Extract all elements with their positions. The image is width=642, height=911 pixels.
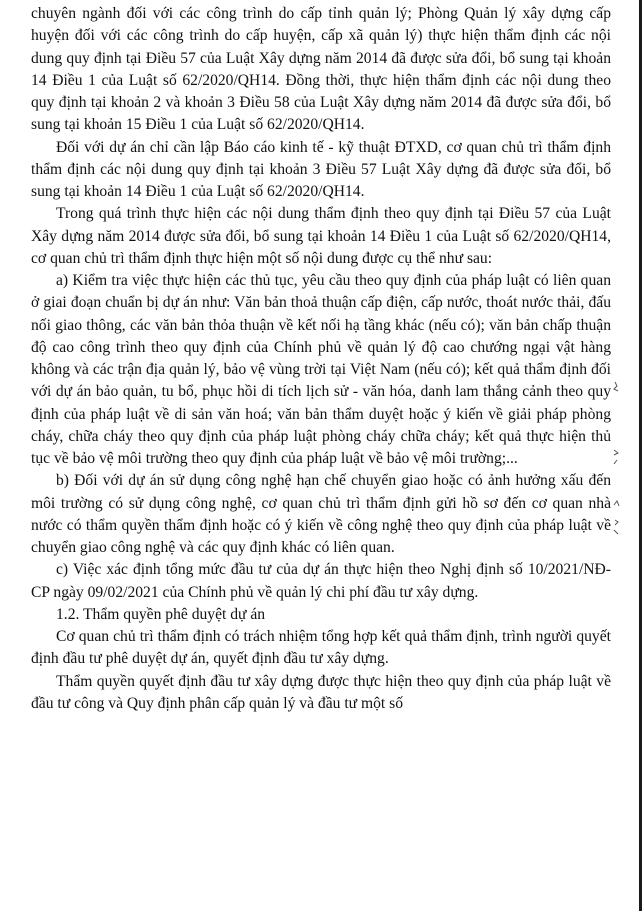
body-paragraph-5: Thẩm quyền quyết định đầu tư xây dựng được thực hiện theo quy định của pháp luật về đầu tư công và Quy định phân cấp quản lý và đầu tư một số — [31, 672, 611, 712]
body-paragraph-2: Đối với dự án chỉ cần lập Báo cáo kinh tế - kỹ thuật ĐTXD, cơ quan chủ trì thẩm định thẩm định các nội dung quy định tại khoản 3 Điều 57 Luật Xây dựng đã được sửa đổi, bổ sung tại khoản 14 Điều 1 của Luật số 62/2020/QH14. — [31, 138, 611, 200]
body-paragraph-4: Cơ quan chủ trì thẩm định có trách nhiệm tổng hợp kết quả thẩm định, trình người quyết định đầu tư phê duyệt dự án, quyết định đầu tư xây dựng. — [31, 628, 611, 668]
body-paragraph-1: chuyên ngành đối với các công trình do cấp tỉnh quản lý; Phòng Quản lý xây dựng cấp huyện đối với các công trình do cấp huyện, cấp xã quản lý) thực hiện thẩm định các nội dung quy định tại Điều 57 của Luật Xây dựng năm 2014 đã được sửa đổi, bổ sung tại khoản 14 Điều 1 của Luật số 62/2020/QH14. Đồng thời, thực hiện thẩm định các nội dung theo quy định tại khoản 2 và khoản 3 Điều 58 của Luật Xây dựng năm 2014 đã được sửa đổi, bổ sung tại khoản 15 Điều 1 của Luật số 62/2020/QH14. — [31, 5, 611, 134]
list-item-c: c) Việc xác định tổng mức đầu tư của dự án thực hiện theo Nghị định số 10/2021/NĐ-CP ngày 09/02/2021 của Chính phủ về quản lý chi phí đầu tư xây dựng. — [31, 561, 611, 601]
section-heading: 1.2. Thẩm quyền phê duyệt dự án — [56, 605, 266, 623]
body-paragraph-3: Trong quá trình thực hiện các nội dung thẩm định theo quy định tại Điều 57 của Luật Xây dựng năm 2014 được sửa đổi, bổ sung tại khoản 14 Điều 1 của Luật số 62/2020/QH14, cơ quan chủ trì thẩm định thực hiện một số nội dung được cụ thể như sau: — [31, 205, 611, 267]
margin-annotation-mark — [609, 380, 623, 540]
list-item-b: b) Đối với dự án sử dụng công nghệ hạn chế chuyển giao hoặc có ảnh hưởng xấu đến môi trường có sử dụng công nghệ, cơ quan chủ trì thẩm định gửi hồ sơ đến cơ quan nhà nước có thẩm quyền thẩm định hoặc có ý kiến về công nghệ theo quy định của pháp luật về chuyển giao công nghệ và các quy định khác có liên quan. — [31, 472, 611, 556]
list-item-a: a) Kiểm tra việc thực hiện các thủ tục, yêu cầu theo quy định của pháp luật có liên quan ở giai đoạn chuẩn bị dự án như: Văn bản thoả thuận cấp điện, cấp nước, thoát nước thải, đấu nối giao thông, các văn bản thỏa thuận về kết nối hạ tầng khác (nếu có); văn bản chấp thuận độ cao công trình theo quy định của Chính phủ về quản lý độ cao chướng ngại vật hàng không và các trận địa quản lý, bảo vệ vùng trời tại Việt Nam (nếu có); kết quả thẩm định đối với dự án bảo quản, tu bổ, phục hồi di tích lịch sử - văn hóa, danh lam thắng cảnh theo quy định của pháp luật về di sản văn hoá; văn bản thẩm duyệt hoặc ý kiến về giải pháp phòng cháy, chữa cháy theo quy định của pháp luật phòng cháy chữa cháy; kết quả thực hiện thủ tục về bảo vệ môi trường theo quy định của pháp luật về bảo vệ môi trường;... — [31, 272, 611, 467]
